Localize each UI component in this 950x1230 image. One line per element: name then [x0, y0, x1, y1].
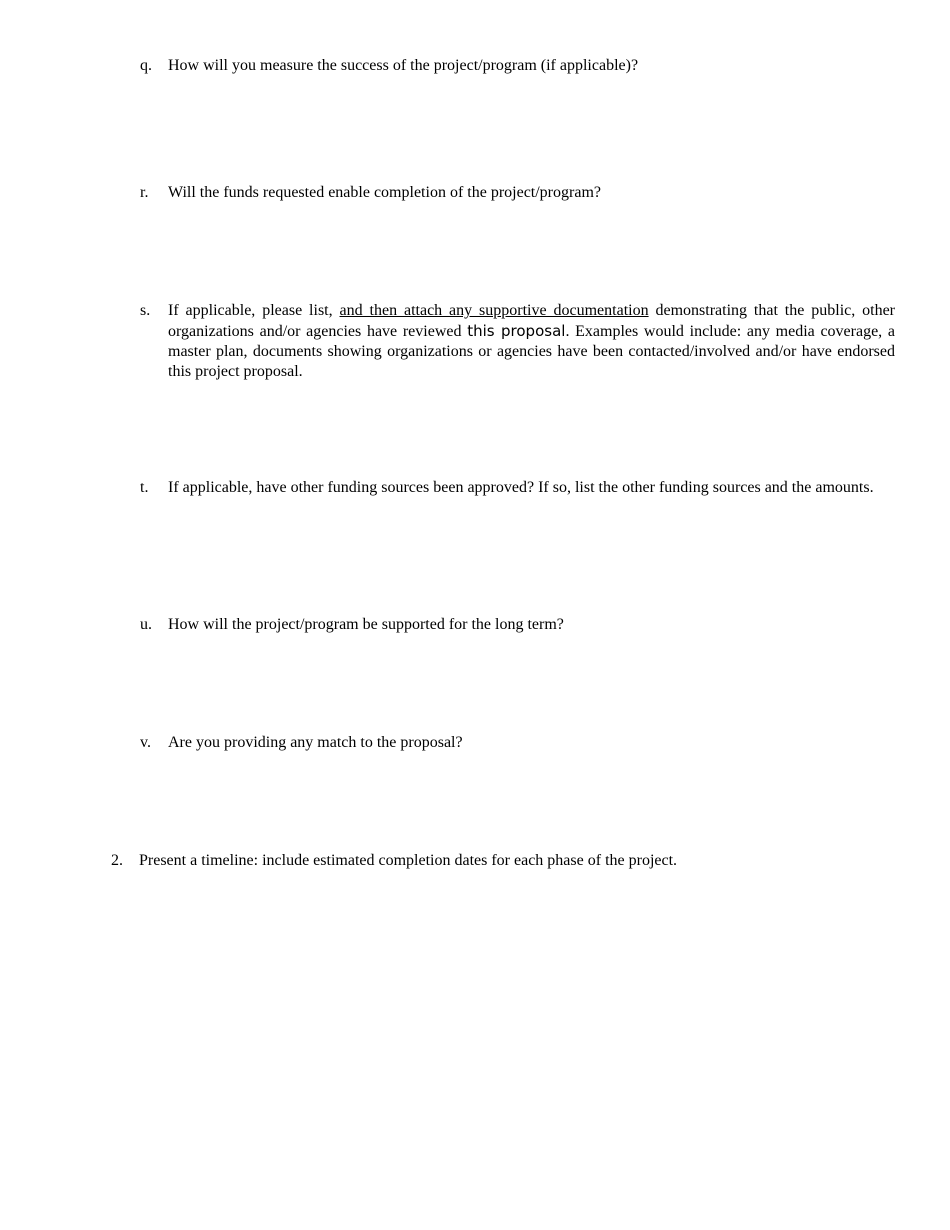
- question-letter: t.: [140, 479, 149, 496]
- question-letter: s.: [140, 302, 151, 319]
- question-letter: u.: [140, 616, 152, 633]
- underlined-phrase: and then attach any supportive documentation: [339, 302, 649, 319]
- sans-phrase: this proposal: [467, 322, 566, 340]
- question-text: How will you measure the success of the project/program (if applicable)?: [168, 57, 639, 74]
- question-text: If applicable, have other funding sources been approved? If so, list the other funding sources and the amounts.: [168, 479, 874, 496]
- question-letter: v.: [140, 734, 151, 751]
- question-text: [168, 301, 895, 382]
- question-text: Will the funds requested enable completion of the project/program?: [168, 184, 601, 201]
- question-letter: r.: [140, 184, 149, 201]
- question-text: Are you providing any match to the proposal?: [168, 734, 463, 751]
- question-text-part: . Examples would include: any media coverage, a master plan, documents showing organizations or agencies have been contacted/involved and/or have endorsed this project proposal.: [168, 323, 895, 380]
- question-text-part: demonstrating that the public, other organizations and/or agencies have reviewed: [168, 302, 896, 340]
- item-number: 2.: [111, 852, 123, 869]
- item-text: Present a timeline: include estimated completion dates for each phase of the project.: [139, 852, 678, 869]
- question-text: How will the project/program be supported for the long term?: [168, 616, 564, 633]
- question-text-part: If applicable, please list,: [168, 302, 340, 319]
- question-letter: q.: [140, 57, 152, 74]
